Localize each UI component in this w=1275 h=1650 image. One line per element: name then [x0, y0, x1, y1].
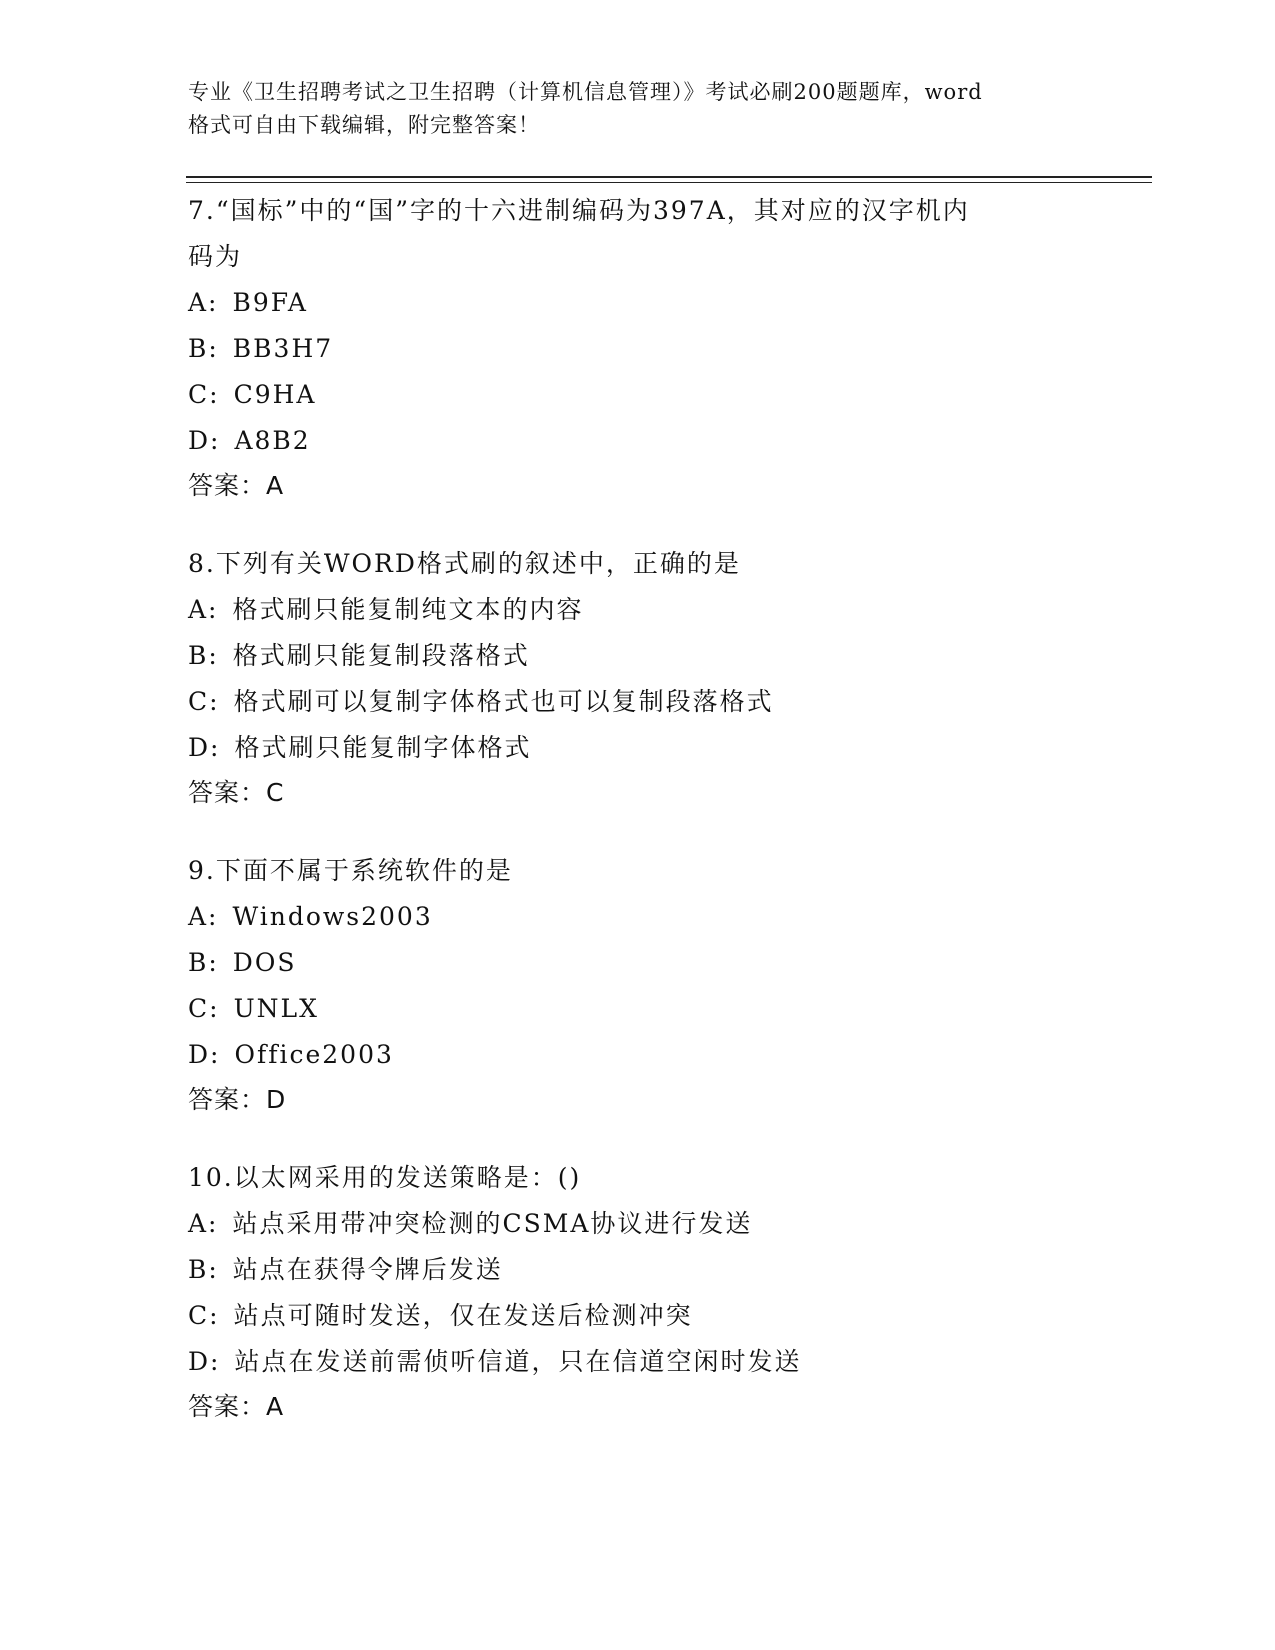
option-b: [188, 940, 1088, 986]
option-d: [188, 725, 1088, 771]
option-a: [188, 587, 1088, 633]
option-text: 站点在发送前需侦听信道，只在信道空闲时发送: [234, 1347, 802, 1376]
option-key: A:: [188, 595, 219, 624]
option-text: UNLX: [233, 994, 319, 1023]
option-b: [188, 1247, 1088, 1293]
option-text: BB3H7: [232, 334, 334, 363]
option-key: A:: [188, 288, 219, 317]
option-key: C:: [188, 687, 220, 716]
document-header: [188, 76, 1088, 142]
question-stem-continued: 码为: [188, 242, 243, 271]
answer-line: 答案：A: [188, 1392, 285, 1421]
option-text: DOS: [232, 948, 297, 977]
header-line-2: 格式可自由下载编辑，附完整答案！: [188, 113, 540, 137]
option-c: [188, 1293, 1088, 1339]
option-a: [188, 894, 1088, 940]
header-divider-thin: [186, 182, 1152, 183]
question-stem: 10.以太网采用的发送策略是：(): [188, 1163, 582, 1192]
question-10: [188, 1155, 1088, 1429]
option-text: C9HA: [233, 380, 317, 409]
option-key: A:: [188, 1209, 219, 1238]
option-b: [188, 633, 1088, 679]
option-text: 站点在获得令牌后发送: [232, 1255, 503, 1284]
option-c: [188, 986, 1088, 1032]
option-text: 格式刷可以复制字体格式也可以复制段落格式: [233, 687, 774, 716]
option-key: B:: [188, 641, 219, 670]
option-a: [188, 280, 1088, 326]
option-key: D:: [188, 1040, 221, 1069]
option-d: [188, 1339, 1088, 1385]
option-key: B:: [188, 334, 219, 363]
header-divider-thick: [186, 176, 1152, 178]
option-key: D:: [188, 733, 221, 762]
option-key: B:: [188, 1255, 219, 1284]
option-a: [188, 1201, 1088, 1247]
question-stem: 9.下面不属于系统软件的是: [188, 856, 513, 885]
option-key: D:: [188, 1347, 221, 1376]
option-key: C:: [188, 1301, 220, 1330]
question-7: [188, 188, 1088, 508]
option-text: Office2003: [234, 1040, 394, 1069]
question-stem: 7.“国标”中的“国”字的十六进制编码为397A，其对应的汉字机内: [188, 196, 970, 225]
option-key: A:: [188, 902, 219, 931]
option-text: A8B2: [234, 426, 311, 455]
option-text: 格式刷只能复制字体格式: [234, 733, 532, 762]
option-c: [188, 372, 1088, 418]
question-8: [188, 541, 1088, 815]
answer-line: 答案：A: [188, 471, 285, 500]
option-key: C:: [188, 994, 220, 1023]
option-key: C:: [188, 380, 220, 409]
option-c: [188, 679, 1088, 725]
option-key: B:: [188, 948, 219, 977]
option-text: B9FA: [232, 288, 308, 317]
answer-line: 答案：C: [188, 778, 285, 807]
option-b: [188, 326, 1088, 372]
question-9: [188, 848, 1088, 1122]
option-d: [188, 1032, 1088, 1078]
answer-line: 答案：D: [188, 1085, 287, 1114]
header-line-1: 专业《卫生招聘考试之卫生招聘（计算机信息管理）》考试必刷200题题库，word: [188, 80, 983, 104]
option-text: 格式刷只能复制段落格式: [232, 641, 530, 670]
option-text: 格式刷只能复制纯文本的内容: [232, 595, 584, 624]
option-text: 站点采用带冲突检测的CSMA协议进行发送: [232, 1209, 753, 1238]
option-d: [188, 418, 1088, 464]
option-text: Windows2003: [232, 902, 433, 931]
question-list: [188, 188, 1088, 1462]
option-key: D:: [188, 426, 221, 455]
option-text: 站点可随时发送，仅在发送后检测冲突: [233, 1301, 693, 1330]
question-stem: 8.下列有关WORD格式刷的叙述中，正确的是: [188, 549, 741, 578]
